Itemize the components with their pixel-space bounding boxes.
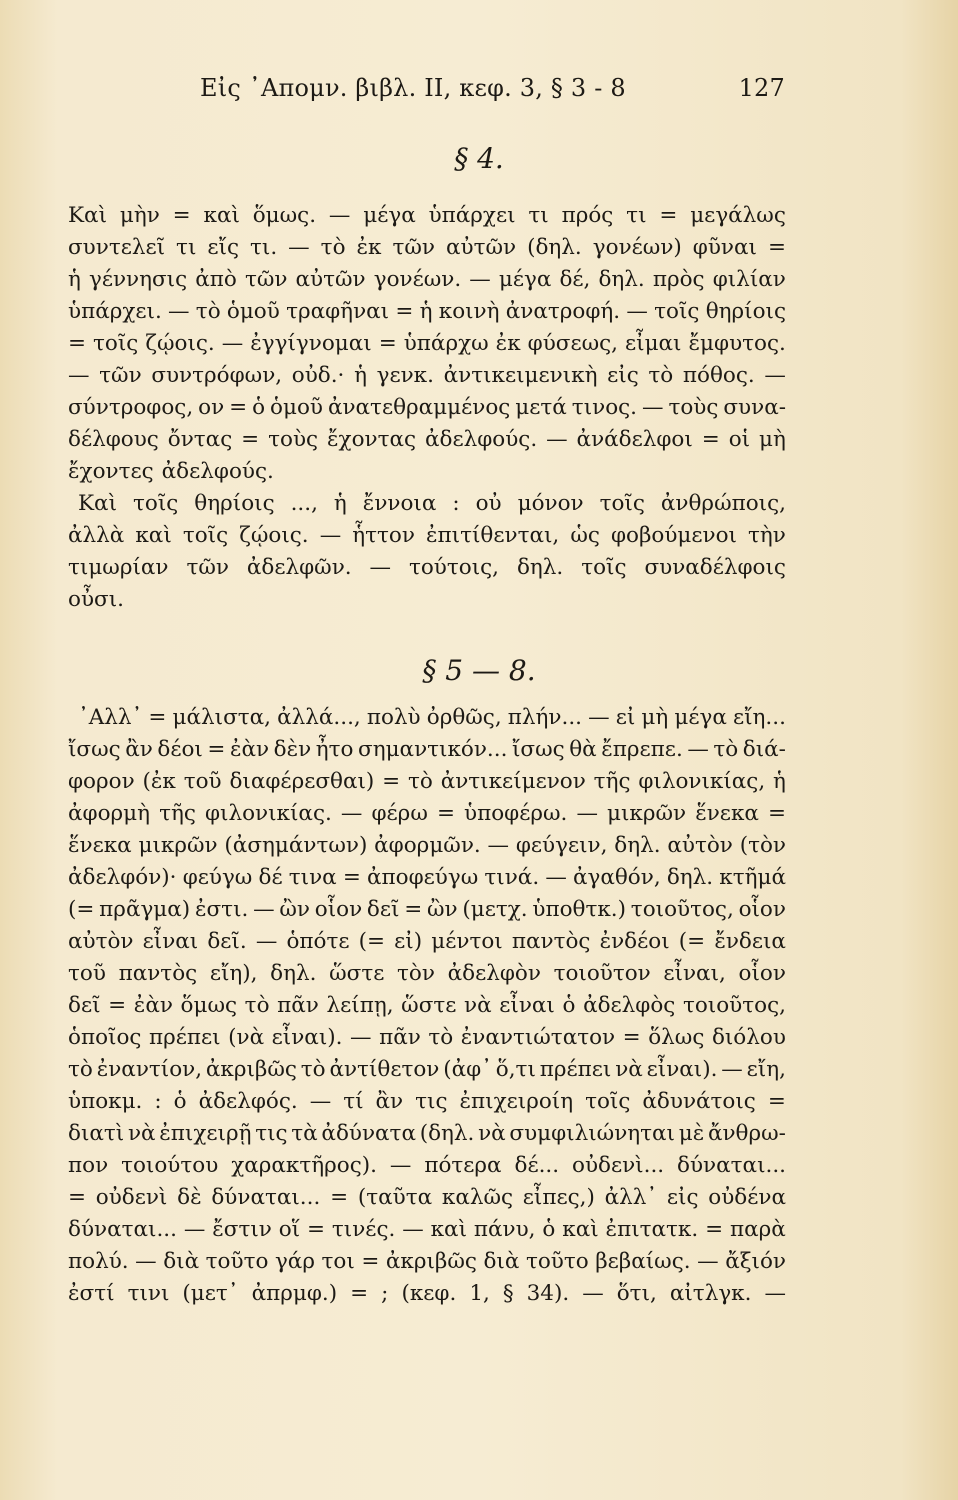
text-line: συντελεῖ τι εἴς τι. — τὸ ἐκ τῶν αὐτῶν (δηλ. γονέων) φῦναι = xyxy=(68,235,786,260)
text-line: τοῦ παντὸς εἴη), δηλ. ὥστε τὸν ἀδελφὸν τοιοῦτον εἶναι, οἷον xyxy=(68,961,786,986)
text-line: σύντροφος, ον = ὁ ὁμοῦ ἀνατεθραμμένος μετά τινος. — τοὺς συνα- xyxy=(68,395,786,420)
text-line: ἡ γέννησις ἀπὸ τῶν αὐτῶν γονέων. — μέγα δέ, δηλ. πρὸς φιλίαν xyxy=(68,267,786,292)
text-line: ὑποκμ. : ὁ ἀδελφός. — τί ἂν τις ἐπιχειροίη τοῖς ἀδυνάτοις = xyxy=(68,1089,786,1114)
text-line: φορον (ἐκ τοῦ διαφέρεσθαι) = τὸ ἀντικείμενον τῆς φιλονικίας, ἡ xyxy=(68,769,786,794)
text-line: οὖσι. xyxy=(68,587,124,612)
text-line: ᾽Αλλ᾽ = μάλιστα, ἀλλά..., πολὺ ὀρθῶς, πλήν... — εἰ μὴ μέγα εἴη... xyxy=(78,705,786,730)
text-line: πον τοιούτου χαρακτῆρος). — πότερα δέ... οὐδενὶ... δύναται... xyxy=(68,1153,786,1178)
text-line: (= πρᾶγμα) ἐστι. — ὢν οἷον δεῖ = ὢν (μετχ. ὑποθτκ.) τοιοῦτος, οἷον xyxy=(68,897,786,922)
text-line: ἀφορμὴ τῆς φιλονικίας. — φέρω = ὑποφέρω. — μικρῶν ἕνεκα = xyxy=(68,801,786,826)
text-line: = τοῖς ζῴοις. — ἐγγίγνομαι = ὑπάρχω ἐκ φύσεως, εἶμαι ἔμφυτος. xyxy=(68,331,786,356)
text-line: ἕνεκα μικρῶν (ἀσημάντων) ἀφορμῶν. — φεύγειν, δηλ. αὐτὸν (τὸν xyxy=(68,833,786,858)
section-heading-5-8: § 5 — 8. xyxy=(422,654,536,687)
section-4-text xyxy=(68,200,786,616)
text-line: ἐστί τινι (μετ᾽ ἀπρμφ.) = ; (κεφ. 1, § 34). — ὅτι, αἰτλγκ. — xyxy=(68,1281,786,1306)
text-line: ἴσως ἂν δέοι = ἐὰν δὲν ἦτο σημαντικόν... ἴσως θὰ ἔπρεπε. — τὸ διά- xyxy=(68,737,786,762)
text-line: δύναται... — ἔστιν οἵ = τινές. — καὶ πάνυ, ὁ καὶ ἐπιτατκ. = παρὰ xyxy=(68,1217,786,1242)
page-number: 127 xyxy=(738,74,785,102)
text-line: τιμωρίαν τῶν ἀδελφῶν. — τούτοις, δηλ. τοῖς συναδέλφοις xyxy=(68,555,786,580)
text-line: αὐτὸν εἶναι δεῖ. — ὁπότε (= εἰ) μέντοι παντὸς ἐνδέοι (= ἔνδεια xyxy=(68,929,786,954)
text-line: διατὶ νὰ ἐπιχειρῇ τις τὰ ἀδύνατα (δηλ. νὰ συμφιλιώνηται μὲ ἄνθρω- xyxy=(68,1121,786,1146)
text-line: τὸ ἐναντίον, ἀκριβῶς τὸ ἀντίθετον (ἀφ᾽ ὅ,τι πρέπει νὰ εἶναι). — εἴη, xyxy=(68,1057,786,1082)
running-title: Εἰς ᾽Απομν. βιβλ. ΙΙ, κεφ. 3, § 3 - 8 xyxy=(200,74,626,102)
text-line: ὁποῖος πρέπει (νὰ εἶναι). — πᾶν τὸ ἐναντιώτατον = ὅλως διόλου xyxy=(68,1025,786,1050)
running-header xyxy=(200,68,785,108)
text-line: ἔχοντες ἀδελφούς. xyxy=(68,459,274,484)
text-line: δεῖ = ἐὰν ὅμως τὸ πᾶν λείπῃ, ὥστε νὰ εἶναι ὁ ἀδελφὸς τοιοῦτος, xyxy=(68,993,786,1018)
text-line: ἀλλὰ καὶ τοῖς ζῴοις. — ἧττον ἐπιτίθενται, ὡς φοβούμενοι τὴν xyxy=(68,523,786,548)
text-line: — τῶν συντρόφων, οὐδ.· ἡ γενκ. ἀντικειμενικὴ εἰς τὸ πόθος. — xyxy=(68,363,786,388)
section-5-8-text xyxy=(68,702,786,1310)
text-line: Καὶ τοῖς θηρίοις ..., ἡ ἔννοια : οὐ μόνον τοῖς ἀνθρώποις, xyxy=(78,491,786,516)
text-line: δέλφους ὄντας = τοὺς ἔχοντας ἀδελφούς. — ἀνάδελφοι = οἱ μὴ xyxy=(68,427,786,452)
section-heading-4: § 4. xyxy=(454,142,504,175)
text-line: ἀδελφόν)· φεύγω δέ τινα = ἀποφεύγω τινά. — ἀγαθόν, δηλ. κτῆμά xyxy=(68,865,786,890)
text-line: ὑπάρχει. — τὸ ὁμοῦ τραφῆναι = ἡ κοινὴ ἀνατροφή. — τοῖς θηρίοις xyxy=(68,299,786,324)
text-line: = οὐδενὶ δὲ δύναται... = (ταῦτα καλῶς εἶπες,) ἀλλ᾽ εἰς οὐδένα xyxy=(68,1185,786,1210)
text-line: πολύ. — διὰ τοῦτο γάρ τοι = ἀκριβῶς διὰ τοῦτο βεβαίως. — ἄξιόν xyxy=(68,1249,786,1274)
text-line: Καὶ μὴν = καὶ ὅμως. — μέγα ὑπάρχει τι πρός τι = μεγάλως xyxy=(68,203,786,228)
